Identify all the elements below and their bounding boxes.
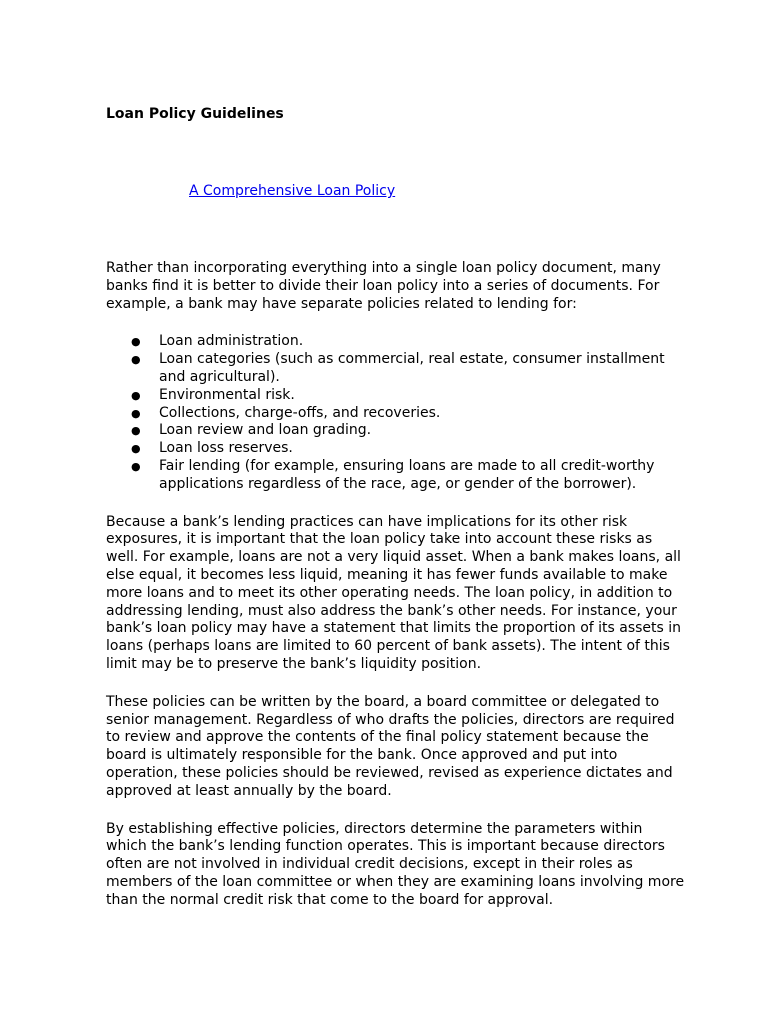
list-item-text: Loan review and loan grading.: [159, 422, 372, 439]
intro-paragraph: Rather than incorporating everything into a single loan policy document, many banks find it is better to divide their loan policy into a series of documents. For example, a bank may have separate policies related to lending for:: [106, 260, 661, 312]
document-body: [106, 260, 686, 910]
list-item-text: Fair lending (for example, ensuring loans are made to all credit-worthy applications regardless of the race, age, or gender of the borrower).: [159, 457, 655, 492]
lending-policy-list: [106, 333, 686, 493]
list-item-text: Loan administration.: [159, 333, 304, 350]
list-item: [131, 404, 686, 423]
bullet-icon: ●: [131, 335, 141, 349]
list-item: [131, 440, 686, 458]
bullet-icon: ●: [131, 353, 141, 367]
paragraph-spacer: [106, 801, 686, 821]
comprehensive-loan-policy-link[interactable]: A Comprehensive Loan Policy: [189, 183, 396, 199]
directors-parameters-paragraph: By establishing effective policies, directors determine the parameters within which the bank’s lending function operates. This is important because directors often are not involved in individual credit decisions, except in their roles as members of the loan committee or when they are examining loans involving more than the normal credit risk that come to the board for approval.: [106, 820, 685, 908]
bullet-icon: ●: [131, 406, 141, 420]
list-item: [131, 386, 686, 405]
liquidity-paragraph: Because a bank’s lending practices can have implications for its other risk exposures, it is important that the loan policy take into account these risks as well. For example, loans are not a very liquid asset. When a bank makes loans, all else equal, it becomes less liquid, meaning it has fewer funds available to make more loans and to meet its other operating needs. The loan policy, in addition to addressing lending, must also address the bank’s other needs. For instance, your bank’s loan policy may have a statement that limits the proportion of its assets in loans (perhaps loans are limited to 60 percent of bank assets). The intent of this limit may be to preserve the bank’s liquidity position.: [106, 513, 682, 672]
paragraph-spacer: [106, 674, 686, 694]
list-item-text: Loan categories (such as commercial, real estate, consumer installment and agricultural).: [159, 351, 665, 385]
bullet-icon: ●: [131, 424, 141, 438]
list-item: [131, 333, 686, 351]
list-item: [131, 351, 686, 387]
bullet-icon: ●: [131, 459, 141, 473]
list-item: [131, 422, 686, 440]
page-title: Loan Policy Guidelines: [106, 106, 284, 122]
list-item-text: Environmental risk.: [159, 386, 295, 403]
list-item-text: Collections, charge-offs, and recoveries.: [159, 404, 441, 421]
bullet-icon: ●: [131, 388, 141, 402]
bullet-icon: ●: [131, 442, 141, 456]
board-approval-paragraph: These policies can be written by the board, a board committee or delegated to senior management. Regardless of who drafts the policies, directors are required to review and approve the contents of the final policy statement because the board is ultimately responsible for the bank. Once approved and put into operation, these policies should be reviewed, revised as experience dictates and approved at least annually by the board.: [106, 693, 675, 799]
list-item: [131, 457, 686, 494]
list-item-text: Loan loss reserves.: [159, 440, 293, 457]
